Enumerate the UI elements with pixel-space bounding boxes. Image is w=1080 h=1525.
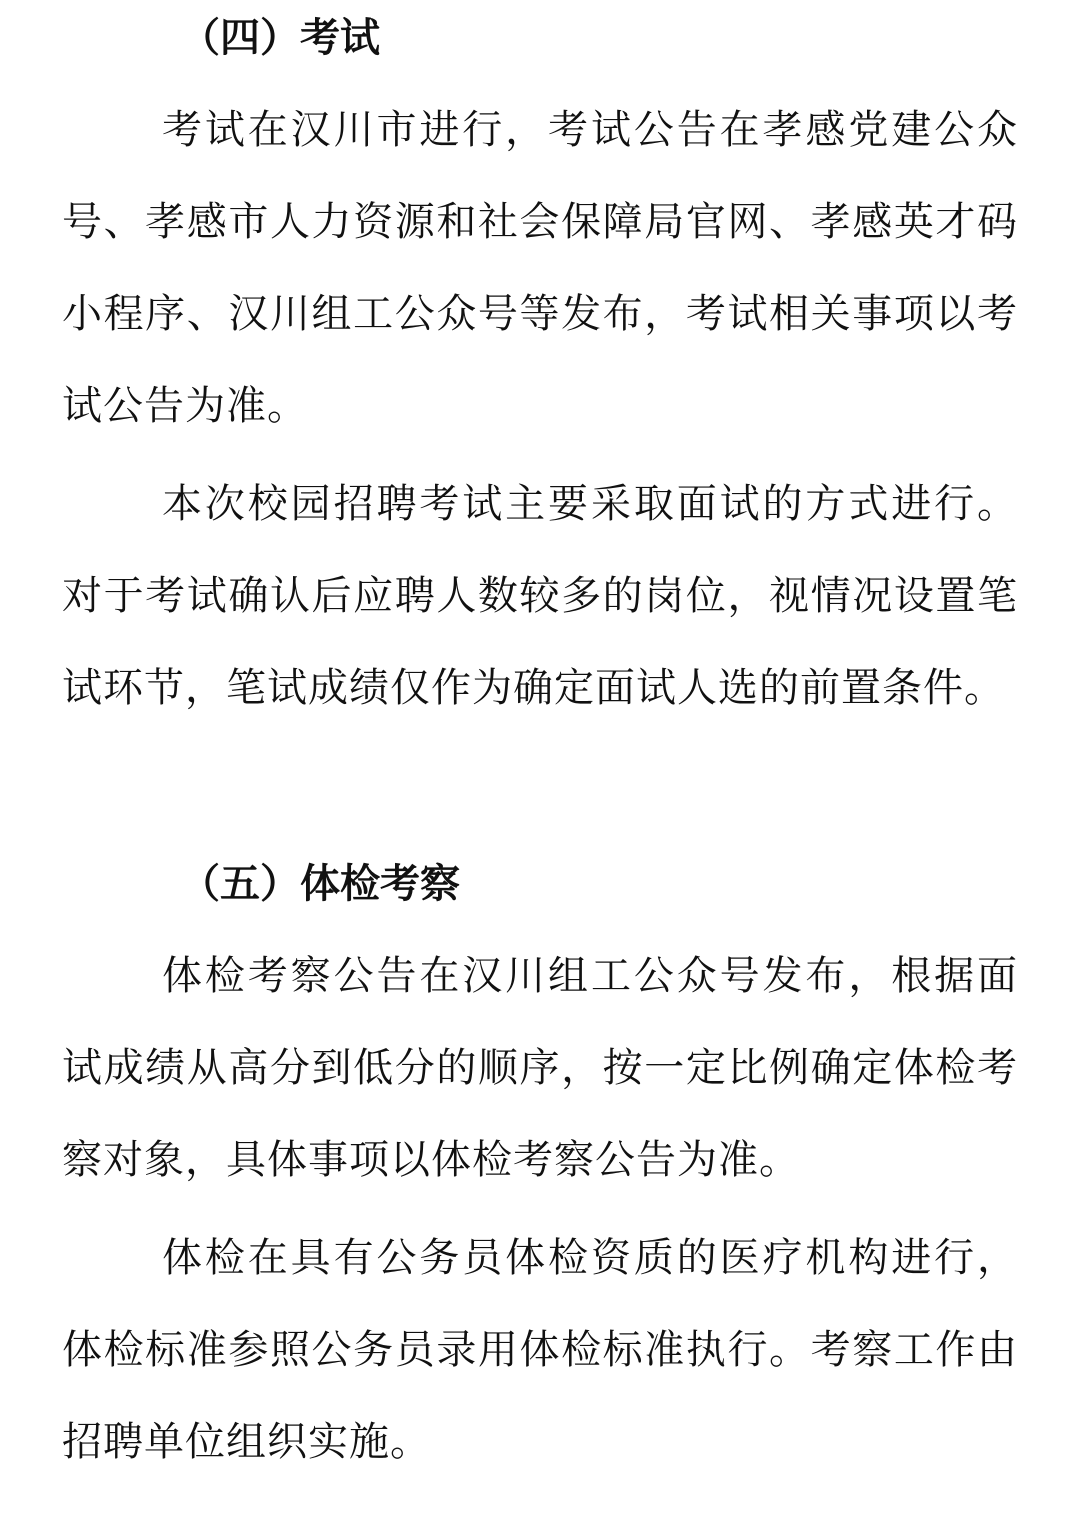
section-heading-medical-inspection: （五）体检考察 [180,861,460,907]
paragraph-exam-location: 考试在汉川市进行，考试公告在孝感党建公众号、孝感市人力资源和社会保障局官网、孝感英才码小程序、汉川组工公众号等发布，考试相关事项以考试公告为准。 [62,107,1018,429]
section-heading-exam: （四）考试 [180,15,380,61]
paragraph-medical-standard: 体检在具有公务员体检资质的医疗机构进行，体检标准参照公务员录用体检标准执行。考察工作由招聘单位组织实施。 [62,1235,1018,1465]
cut-off-next-line [180,1512,480,1525]
paragraph-exam-method: 本次校园招聘考试主要采取面试的方式进行。对于考试确认后应聘人数较多的岗位，视情况设置笔试环节，笔试成绩仅作为确定面试人选的前置条件。 [62,481,1018,711]
paragraph-inspection-announcement: 体检考察公告在汉川组工公众号发布，根据面试成绩从高分到低分的顺序，按一定比例确定体检考察对象，具体事项以体检考察公告为准。 [62,953,1018,1183]
